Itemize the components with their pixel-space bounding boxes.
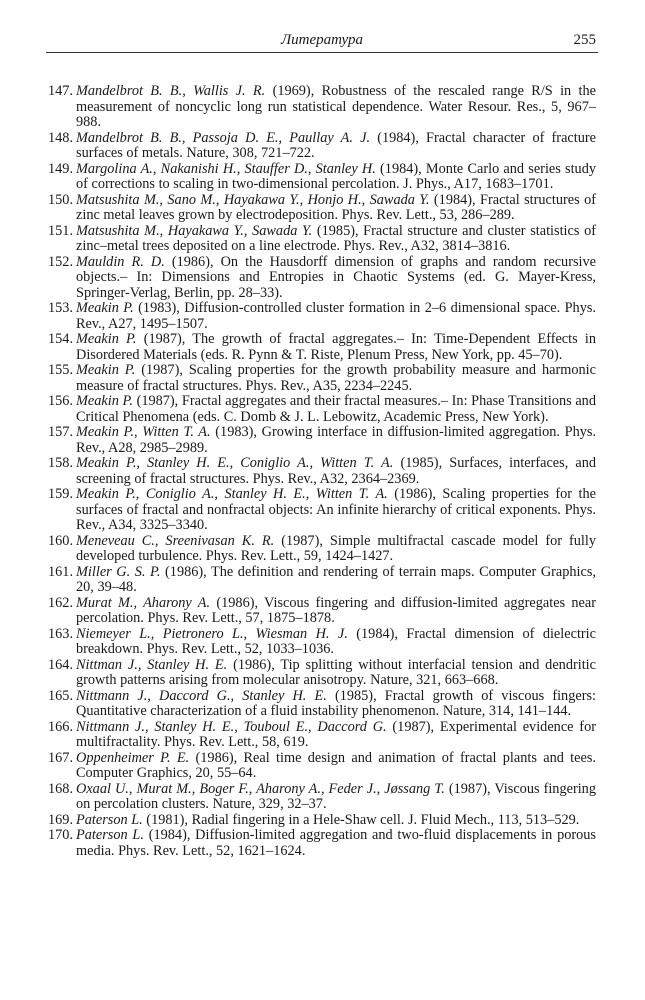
reference-number: 168. <box>48 780 74 797</box>
reference-authors: Meakin P., Witten T. A. <box>76 424 211 440</box>
reference-text: (1983), Growing interface in diffusion-limited aggregation. Phys. Rev., A28, 2985–2989. <box>76 424 597 456</box>
reference-item <box>48 425 596 456</box>
reference-item <box>48 162 596 193</box>
reference-text: (1986), Viscous fingering and diffusion-limited aggregates near percolation. Phys. Rev. Lett., 57, 1875–1878. <box>76 594 596 626</box>
reference-item <box>48 487 596 534</box>
reference-text: (1984), Diffusion-limited aggregation and two-fluid displacements in porous media. Phys. Rev. Lett., 52, 1621–1624. <box>76 827 596 859</box>
reference-item <box>48 456 596 487</box>
reference-text: (1986), Tip splitting without interfacial tension and dendritic growth patterns arising from molecular anisotropy. Nature, 321, 663–668. <box>76 656 596 688</box>
reference-text: (1969), Robustness of the rescaled range R/S in the measurement of noncyclic long run statistical dependence. Water Resour. Res., 5, 967–988. <box>76 83 596 130</box>
reference-number: 154. <box>48 331 74 347</box>
reference-number: 148. <box>48 129 74 146</box>
reference-number: 165. <box>48 687 74 704</box>
reference-authors: Nittmann J., Stanley H. E., Touboul E., Daccord G. <box>76 718 387 735</box>
reference-text: (1984), Fractal character of fracture surfaces of metals. Nature, 308, 721–722. <box>76 129 596 161</box>
reference-text: (1981), Radial fingering in a Hele-Shaw cell. J. Fluid Mech., 113, 513–529. <box>142 811 580 828</box>
reference-authors: Mandelbrot B. B., Passoja D. E., Paullay A. J. <box>76 129 371 146</box>
reference-text: (1984), Fractal structures of zinc metal leaves grown by electrodeposition. Phys. Rev. Lett., 53, 286–289. <box>76 191 596 223</box>
reference-item <box>48 301 596 332</box>
running-header <box>46 30 598 53</box>
reference-item <box>48 131 596 162</box>
reference-text: (1985), Surfaces, interfaces, and screening of fractal structures. Phys. Rev., A32, 2364–2369. <box>76 455 597 487</box>
reference-item <box>48 658 596 689</box>
reference-number: 166. <box>48 718 74 735</box>
reference-number: 169. <box>48 811 74 828</box>
reference-authors: Paterson L. <box>76 811 143 828</box>
reference-text: (1987), The growth of fractal aggregates.– In: Time-Dependent Effects in Disordered Materials (eds. R. Pynn & T. Riste, Plenum Press, New York, pp. 45–70). <box>76 331 596 363</box>
reference-item <box>48 782 596 813</box>
reference-list <box>48 84 596 859</box>
reference-number: 162. <box>48 594 74 611</box>
reference-number: 161. <box>48 563 74 580</box>
reference-number: 152. <box>48 253 74 270</box>
reference-text: (1985), Fractal growth of viscous fingers: Quantitative characterization of a fluid instability phenomenon. Nature, 314, 141–144. <box>76 687 596 719</box>
reference-item <box>48 627 596 658</box>
reference-number: 158. <box>48 455 74 471</box>
reference-number: 170. <box>48 827 74 843</box>
reference-authors: Matsushita M., Sano M., Hayakawa Y., Honjo H., Sawada Y. <box>76 191 430 208</box>
reference-text: (1986), Scaling properties for the surfaces of fractal and nonfractal objects: An infinite hierarchy of critical exponents. Phys. Rev., A34, 3325–3340. <box>76 486 596 533</box>
reference-number: 153. <box>48 300 74 316</box>
reference-authors: Meakin P., Stanley H. E., Coniglio A., Witten T. A. <box>76 455 394 471</box>
reference-item <box>48 224 596 255</box>
reference-item <box>48 534 596 565</box>
running-title: Литература <box>280 32 364 48</box>
reference-authors: Mauldin R. D. <box>76 253 165 270</box>
reference-item <box>48 751 596 782</box>
reference-text: (1987), Scaling properties for the growth probability measure and harmonic measure of fractal structures. Phys. Rev., A35, 2234–2245. <box>76 362 596 394</box>
reference-authors: Meakin P. <box>76 331 137 347</box>
reference-authors: Oxaal U., Murat M., Boger F., Aharony A., Feder J., Jøssang T. <box>76 780 445 797</box>
reference-authors: Miller G. S. P. <box>76 563 161 580</box>
reference-authors: Murat M., Aharony A. <box>76 594 211 611</box>
reference-number: 163. <box>48 625 74 642</box>
reference-number: 149. <box>48 160 74 177</box>
reference-text: (1987), Experimental evidence for multifractality. Phys. Rev. Lett., 58, 619. <box>76 718 596 750</box>
reference-number: 147. <box>48 83 74 99</box>
reference-authors: Meakin P. <box>76 362 136 378</box>
reference-item <box>48 813 596 829</box>
reference-number: 157. <box>48 424 74 440</box>
reference-authors: Meakin P., Coniglio A., Stanley H. E., Witten T. A. <box>76 486 388 502</box>
reference-authors: Matsushita M., Hayakawa Y., Sawada Y. <box>76 222 313 239</box>
reference-authors: Nittmann J., Daccord G., Stanley H. E. <box>76 687 327 704</box>
reference-item <box>48 394 596 425</box>
reference-text: (1983), Diffusion-controlled cluster formation in 2–6 dimensional space. Phys. Rev., A27, 1495–1507. <box>76 300 596 332</box>
reference-item <box>48 596 596 627</box>
reference-number: 164. <box>48 656 74 673</box>
reference-item <box>48 84 596 131</box>
reference-authors: Margolina A., Nakanishi H., Stauffer D., Stanley H. <box>76 160 376 177</box>
reference-authors: Paterson L. <box>76 827 144 843</box>
reference-number: 160. <box>48 532 74 549</box>
reference-text: (1984), Monte Carlo and series study of corrections to scaling in two-dimensional percolation. J. Phys., A17, 1683–1701. <box>76 160 597 192</box>
reference-number: 151. <box>48 222 74 239</box>
reference-number: 156. <box>48 393 74 409</box>
reference-text: (1986), The definition and rendering of terrain maps. Computer Graphics, 20, 39–48. <box>76 563 597 595</box>
page-number: 255 <box>573 32 596 48</box>
reference-authors: Mandelbrot B. B., Wallis J. R. <box>76 83 266 99</box>
reference-text: (1985), Fractal structure and cluster statistics of zinc–metal trees deposited on a line electrode. Phys. Rev., A32, 3814–3816. <box>76 222 596 254</box>
reference-authors: Niemeyer L., Pietronero L., Wiesman H. J. <box>76 625 348 642</box>
reference-authors: Oppenheimer P. E. <box>76 749 190 766</box>
reference-text: (1986), On the Hausdorff dimension of graphs and random recursive objects.– In: Dimensions and Entropies in Chaotic Systems (ed. G. Mayer-Kress, Springer-Verlag, Berlin, pp. 28–33). <box>76 253 596 301</box>
reference-number: 167. <box>48 749 74 766</box>
reference-item <box>48 363 596 394</box>
reference-item <box>48 828 596 859</box>
reference-authors: Nittman J., Stanley H. E. <box>76 656 228 673</box>
reference-authors: Meneveau C., Sreenivasan K. R. <box>76 532 275 549</box>
reference-number: 159. <box>48 486 74 502</box>
reference-item <box>48 255 596 302</box>
reference-item <box>48 565 596 596</box>
reference-item <box>48 720 596 751</box>
reference-text: (1987), Viscous fingering on percolation clusters. Nature, 329, 32–37. <box>76 780 596 812</box>
reference-item <box>48 332 596 363</box>
reference-text: (1987), Simple multifractal cascade model for fully developed turbulence. Phys. Rev. Lett., 59, 1424–1427. <box>76 532 596 564</box>
reference-text: (1987), Fractal aggregates and their fractal measures.– In: Phase Transitions and Critical Phenomena (eds. C. Domb & J. L. Lebowitz, Academic Press, New York). <box>76 393 596 425</box>
reference-number: 150. <box>48 191 74 208</box>
reference-text: (1986), Real time design and animation of fractal plants and tees. Computer Graphics, 20, 55–64. <box>76 749 596 781</box>
reference-item <box>48 689 596 720</box>
reference-authors: Meakin P. <box>76 300 134 316</box>
reference-text: (1984), Fractal dimension of dielectric breakdown. Phys. Rev. Lett., 52, 1033–1036. <box>76 625 596 657</box>
reference-number: 155. <box>48 362 74 378</box>
reference-authors: Meakin P. <box>76 393 133 409</box>
reference-item <box>48 193 596 224</box>
